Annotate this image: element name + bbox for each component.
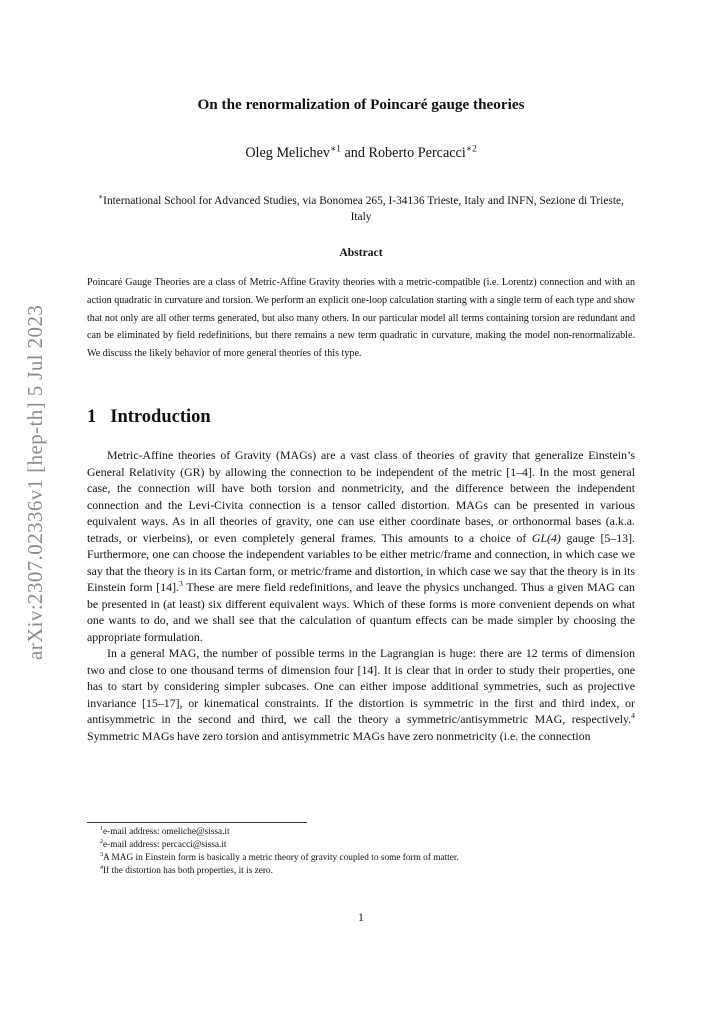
paragraph-text: These are mere field redefinitions, and leave the physics unchanged. Thus a given MAG can be presented in (at least) six different equivalent ways. Which of these forms is more convenient depends on what one wants to do, and we shall see that the calculation of quantum effects can be made simpler by choosing the appropriate formulation. (87, 580, 635, 644)
affiliation-mark: ∗ (98, 192, 104, 202)
abstract-text: Poincaré Gauge Theories are a class of Metric-Affine Gravity theories with a metric-compatible (i.e. Lorentz) connection and with an action quadratic in curvature and torsion. We perform an explicit one-loop calculation starting with a single term of each type and show that not only are all other terms generated, but also many others. In our particular model all terms containing torsion are redundant and can be eliminated by field redefinitions, but there remains a new term quadratic in curvature, making the model non-renormalizable. We discuss the likely behavior of more general theories of this type. (87, 277, 635, 360)
footnote-text: e-mail address: percacci@sissa.it (103, 840, 227, 850)
footnote-ref[interactable]: 4 (631, 711, 635, 721)
body-text (87, 447, 635, 744)
page-number: 1 (358, 912, 364, 924)
abstract-heading: Abstract (339, 246, 383, 259)
footnote-ref[interactable]: 3 (179, 579, 183, 589)
section-title: Introduction (110, 407, 211, 427)
footnotes (100, 826, 635, 878)
footnote (100, 865, 635, 878)
footnote-mark: 4 (100, 864, 104, 871)
footnote-text: A MAG in Einstein form is basically a metric theory of gravity coupled to some form of matter. (103, 853, 459, 863)
footnote-text: If the distortion has both properties, it is zero. (103, 866, 273, 876)
footnote-text: e-mail address: omeliche@sissa.it (103, 827, 230, 837)
math-expression: GL(4) (531, 530, 561, 545)
paragraph-text: Metric-Affine theories of Gravity (MAGs) are a vast class of theories of gravity that generalize Einstein’s General Relativity (GR) by allowing the connection to be independent of the metric [1–4]. In the most general case, the connection will have both torsion and nonmetricity, and the difference between the independent connection and the Levi-Civita connection is a tensor called distortion. MAGs can be presented in various equivalent ways. As in all theories of gravity, one can use either coordinate bases, or orthonormal bases (a.k.a. tetrads, or vierbeins), or even completely general frames. This amounts to a choice of (87, 448, 635, 545)
section-number: 1 (87, 407, 97, 427)
paper-title: On the renormalization of Poincaré gauge theories (197, 96, 525, 113)
paragraph-text: Symmetric MAGs have zero torsion and antisymmetric MAGs have zero nonmetricity (i.e. the connection (87, 728, 591, 743)
footnote-mark: 1 (100, 825, 104, 832)
footnote (100, 839, 635, 852)
paragraph (87, 645, 635, 744)
author-list (87, 145, 635, 162)
paragraph (87, 447, 635, 645)
footnote (100, 826, 635, 839)
affiliation (87, 193, 635, 225)
author-affiliation-mark: ∗2 (465, 143, 477, 154)
footnote-divider (87, 822, 307, 823)
section-heading (87, 407, 211, 428)
author-name: Roberto Percacci (368, 145, 466, 161)
footnote-mark: 3 (100, 851, 104, 858)
footnote-mark: 2 (100, 838, 104, 845)
footnote (100, 852, 635, 865)
paragraph-text: In a general MAG, the number of possible terms in the Lagrangian is huge: there are 12 terms of dimension two and close to one thousand terms of dimension four [14]. It is clear that in order to study their properties, one has to start by considering simpler subcases. One can either impose additional symmetries, such as projective invariance [15–17], or kinematical constraints. If the distortion is symmetric in the first and third index, or antisymmetric in the second and third, we call the theory a symmetric/antisymmetric MAG, respectively. (87, 646, 635, 726)
author-affiliation-mark: ∗1 (330, 143, 341, 154)
paragraph-text: gauge [5–13]. Furthermore, one can choose the independent variables to be either metric/frame and connection, in which case we say that the theory is in its Cartan form, or metric/frame and distortion, in which case we say that the theory is in its Einstein form [14]. (87, 530, 635, 594)
arxiv-identifier: arXiv:2307.02336v1 [hep-th] 5 Jul 2023 (23, 304, 47, 660)
author-name: Oleg Melichev (245, 145, 331, 161)
affiliation-text: International School for Advanced Studies, via Bonomea 265, I-34136 Trieste, Italy and INFN, Sezione di Trieste, Italy (103, 195, 624, 223)
author-conjunction: and (344, 145, 365, 161)
